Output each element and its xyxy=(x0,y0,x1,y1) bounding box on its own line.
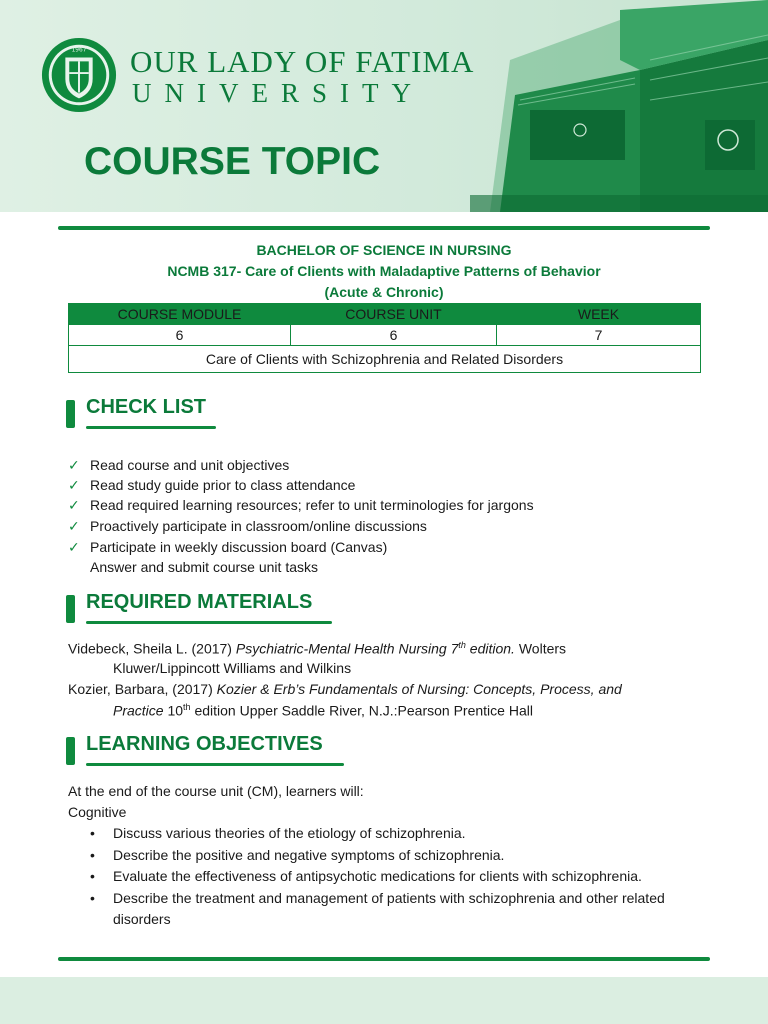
checklist-title: CHECK LIST xyxy=(86,396,206,418)
checklist-item: ✓ Read study guide prior to class attendance xyxy=(68,477,356,493)
university-seal-icon xyxy=(40,36,118,114)
bottom-divider xyxy=(58,957,710,961)
campus-building-image xyxy=(470,0,768,212)
section-underline xyxy=(86,426,216,429)
objectives-intro: At the end of the course unit (CM), learners will: xyxy=(68,783,364,799)
reference-1: Videbeck, Sheila L. (2017) Psychiatric-Mental Health Nursing 7th edition. Wolters xyxy=(68,640,567,657)
header-course-unit: COURSE UNIT xyxy=(291,304,497,325)
objective-item: • Evaluate the effectiveness of antipsychotic medications for clients with schizophrenia. xyxy=(90,868,642,884)
checklist-item: ✓ Read required learning resources; refer to unit terminologies for jargons xyxy=(68,497,534,513)
header-course-module: COURSE MODULE xyxy=(69,304,291,325)
checkmark-icon: ✓ xyxy=(68,457,80,473)
checkmark-icon: ✓ xyxy=(68,539,80,555)
objective-item: • Discuss various theories of the etiology of schizophrenia. xyxy=(90,825,466,841)
header-week: WEEK xyxy=(497,304,701,325)
university-name-line1: OUR LADY OF FATIMA xyxy=(130,44,475,79)
checkmark-icon: ✓ xyxy=(68,477,80,493)
value-week: 7 xyxy=(497,325,701,346)
checkmark-icon: ✓ xyxy=(68,518,80,534)
course-title: NCMB 317- Care of Clients with Maladaptive Patterns of Behavior xyxy=(167,263,601,279)
course-info-table xyxy=(68,303,701,373)
materials-title: REQUIRED MATERIALS xyxy=(86,591,313,613)
value-course-unit: 6 xyxy=(291,325,497,346)
university-name-line2: UNIVERSITY xyxy=(132,78,424,108)
section-underline xyxy=(86,621,332,624)
section-marker xyxy=(66,400,75,428)
section-marker xyxy=(66,737,75,765)
reference-2: Kozier, Barbara, (2017) Kozier & Erb’s Fundamentals of Nursing: Concepts, Process, and xyxy=(68,681,622,697)
checklist-item: ✓ Proactively participate in classroom/online discussions xyxy=(68,518,427,534)
checklist-extra-item: Answer and submit course unit tasks xyxy=(90,559,318,575)
course-subtitle: (Acute & Chronic) xyxy=(324,284,444,300)
checklist-item: ✓ Participate in weekly discussion board (Canvas) xyxy=(68,539,388,555)
svg-text:1967: 1967 xyxy=(71,47,87,54)
reference-2-cont: Practice 10th edition Upper Saddle River, N.J.:Pearson Prentice Hall xyxy=(113,702,533,719)
page-title: COURSE TOPIC xyxy=(84,140,381,183)
section-underline xyxy=(86,763,344,766)
objectives-title: LEARNING OBJECTIVES xyxy=(86,733,323,755)
degree-title: BACHELOR OF SCIENCE IN NURSING xyxy=(256,242,512,258)
objectives-domain: Cognitive xyxy=(68,804,127,820)
top-divider xyxy=(58,226,710,230)
objective-item: • Describe the positive and negative symptoms of schizophrenia. xyxy=(90,847,505,863)
objective-item-cont: disorders xyxy=(113,911,171,927)
section-marker xyxy=(66,595,75,623)
objective-item: • Describe the treatment and management of patients with schizophrenia and other related xyxy=(90,890,665,906)
checkmark-icon: ✓ xyxy=(68,497,80,513)
page-header xyxy=(0,0,768,212)
page-footer xyxy=(0,977,768,1024)
checklist-item: ✓ Read course and unit objectives xyxy=(68,457,290,473)
reference-1-cont: Kluwer/Lippincott Williams and Wilkins xyxy=(113,660,352,676)
value-course-module: 6 xyxy=(69,325,291,346)
unit-topic: Care of Clients with Schizophrenia and Related Disorders xyxy=(69,346,701,373)
